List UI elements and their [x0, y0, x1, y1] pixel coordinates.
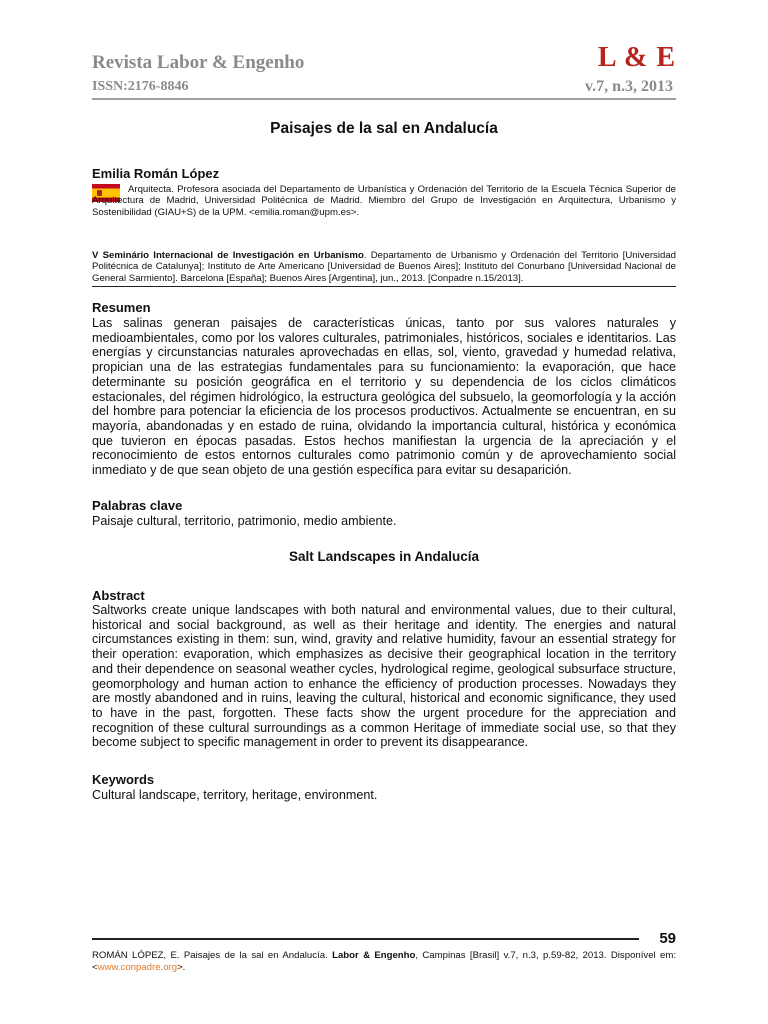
abstract-heading: Abstract	[92, 588, 145, 603]
header-divider	[92, 98, 676, 100]
citation-end: >.	[177, 962, 186, 973]
event-divider	[92, 286, 676, 287]
keywords-text: Cultural landscape, territory, heritage, environment.	[92, 788, 378, 802]
journal-logo: L & E	[597, 42, 676, 73]
abstract-text: Saltworks create unique landscapes with both natural and environmental values, due to their cultural, historical and social background, as well as their heritage and identity. The energies and natural circumstances existing in them: sun, wind, gravity and relative humidity, favour an essential strategy for their operation: evaporation, which emphasizes as decisive their geographical location in the territory and their dependence on seasonal weather cycles, hydrological regime, geological subsurface structure, geomorphology and human action to enhance the efficiency of production processes. Nowadays they are mostly abandoned and in ruins, leaving the cultural, historical and economic significance, they used to have in the past, forgotten. These facts show the urgent procedure for the appreciation and recognition of these cultural surroundings as a common Heritage of immediate social use, so that they become subject to specific management in order to prevent its disappearance.	[92, 603, 676, 750]
event-name: V Seminário Internacional de Investigación en Urbanismo	[92, 250, 364, 261]
volume-info: v.7, n.3, 2013	[584, 78, 673, 95]
article-title: Paisajes de la sal en Andalucía	[270, 120, 498, 137]
event-note	[92, 250, 676, 284]
event-details: . Departamento de Urbanismo y Ordenación del Territorio [Universidad Politécnica de Catalunya]; Instituto de Arte Americano [Universidad de Buenos Aires]; Instituto del Conurbano [Universidad Nacional de General Sarmiento]. Barcelona [España]; Buenos Aires [Argentina], jun., 2013. [Conpadre n.15/2013].	[92, 250, 676, 284]
citation	[92, 950, 676, 974]
page-number: 59	[659, 930, 676, 947]
palabras-clave-text: Paisaje cultural, territorio, patrimonio, medio ambiente.	[92, 514, 397, 528]
footer-divider	[92, 938, 639, 940]
author-affiliation: Arquitecta. Profesora asociada del Departamento de Urbanística y Ordenación del Territorio de la Escuela Técnica Superior de Arquitectura de Madrid, Universidad Politécnica de Madrid. Miembro del Grupo de Investigación en Arquitectura, Urbanismo y Sostenibilidad (GIAU+S) de la UPM. <emilia.roman@upm.es>.	[92, 184, 676, 218]
citation-link[interactable]: www.conpadre.org	[97, 962, 178, 973]
author-name: Emilia Román López	[92, 166, 220, 181]
palabras-clave-heading: Palabras clave	[92, 498, 183, 513]
citation-journal: Labor & Engenho	[332, 950, 416, 961]
issn: ISSN:2176-8846	[92, 79, 189, 94]
resumen-heading: Resumen	[92, 300, 151, 315]
resumen-text: Las salinas generan paisajes de características únicas, tanto por sus valores naturales y medioambientales, como por los valores culturales, patrimoniales, históricos, sociales e identitarios. Las energías y circunstancias naturales aprovechadas en ellas, sol, viento, gravedad y humedad relativa, propician una de las estrategias fundamentales para su funcionamiento: la evaporación, que hace determinante su posición geográfica en el territorio y su dependencia de los ciclos climáticos estacionales, del régimen hidrológico, la estructura geológica del subsuelo, la geomorfología y la acción del hombre para potenciar la eficiencia de los procesos productivos. Actualmente se encuentran, en su mayoría, abandonadas y en estado de ruina, olvidando la importancia cultural, histórica y económica que tuvieron en épocas pasadas. Estos hechos manifiestan la urgencia de la apreciación y el reconocimiento de estos entornos culturales como patrimonio común y de aprovechamiento social inmediato y de que sean objeto de una gestión específica para evitar su desaparición.	[92, 316, 676, 478]
keywords-heading: Keywords	[92, 772, 155, 787]
citation-mid: , Campinas [Brasil] v.7, n.3, p.59-82, 2013. Disponível em: <	[92, 950, 676, 973]
citation-prefix: ROMÁN LÓPEZ, E. Paisajes de la sal en Andalucía.	[92, 950, 333, 961]
english-title: Salt Landscapes in Andalucía	[288, 549, 480, 564]
journal-name: Revista Labor & Engenho	[92, 52, 305, 73]
